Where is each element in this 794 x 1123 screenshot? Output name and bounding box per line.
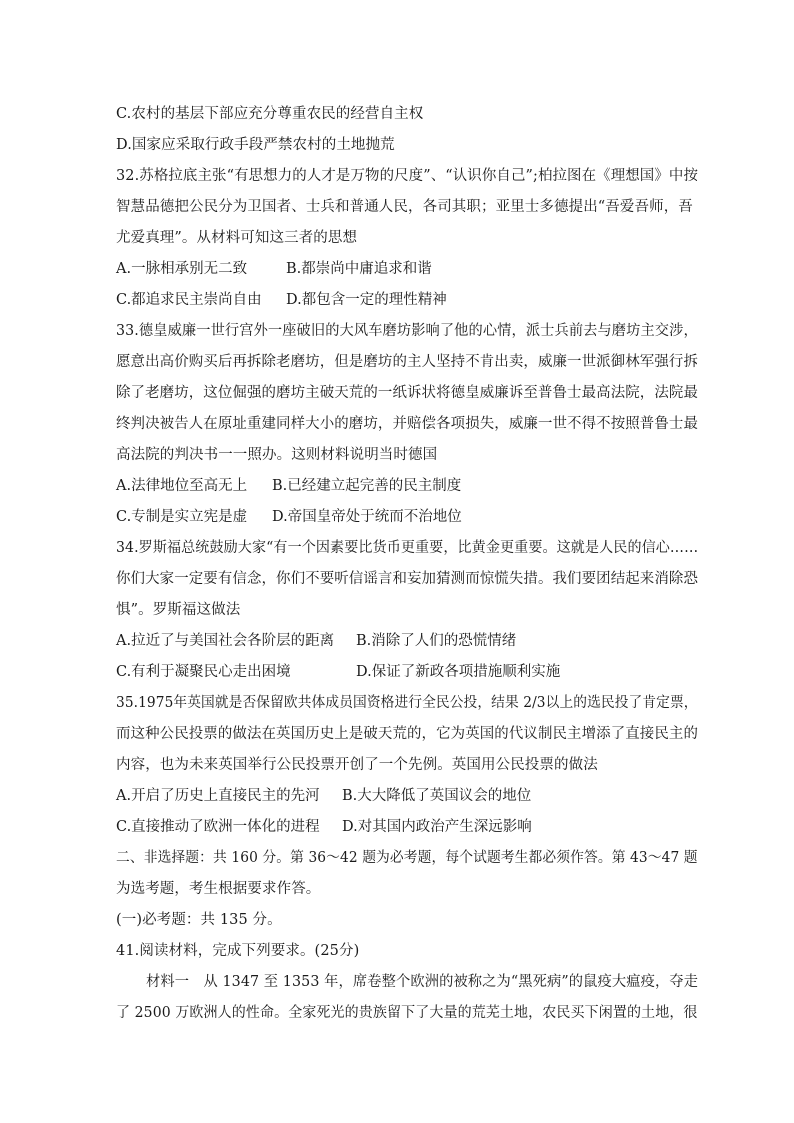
q41-material1-line-1: 材料一 从 1347 至 1353 年，席卷整个欧洲的被称之为“黑死病”的鼠疫大瘟疫，夺走 — [146, 974, 699, 990]
q31-option-c: C.农村的基层下部应充分尊重农民的经营自主权 — [116, 106, 424, 122]
q33-option-b: B.已经建立起完善的民主制度 — [272, 478, 462, 494]
q35-stem-line-1: 35.1975年英国就是否保留欧共体成员国资格进行全民公投，结果 2/3以上的选民投了肯定票， — [116, 695, 698, 711]
section2-heading-line-1: 二、非选择题：共 160 分。第 36～42 题为必考题，每个试题考生都必须作答。第 43～47 题 — [116, 850, 698, 866]
q34-option-b: B.消除了人们的恐慌情绪 — [356, 633, 517, 649]
q32-option-b: B.都崇尚中庸追求和谐 — [286, 261, 432, 277]
q35-option-d: D.对其国内政治产生深远影响 — [342, 819, 532, 835]
q35-stem-line-2: 而这种公民投票的做法在英国历史上是破天荒的，它为英国的代议制民主增添了直接民主的 — [116, 726, 699, 742]
q33-stem-line-3: 除了老磨坊，这位倔强的磨坊主破天荒的一纸诉状将德皇威廉诉至普鲁士最高法院，法院最 — [116, 385, 699, 401]
q32-option-c: C.都追求民主崇尚自由 — [116, 292, 262, 308]
q33-stem-line-5: 高法院的判决书一一照办。这则材料说明当时德国 — [116, 447, 438, 463]
q32-option-d: D.都包含一定的理性精神 — [286, 292, 447, 308]
q35-option-a: A.开启了历史上直接民主的先河 — [116, 788, 320, 804]
q35-option-b: B.大大降低了英国议会的地位 — [342, 788, 532, 804]
q34-stem-line-2: 你们大家一定要有信念，你们不要听信谣言和妄加猜测而惊慌失措。我们要团结起来消除恐 — [116, 571, 699, 587]
q35-stem-line-3: 内容，也为未来英国举行公民投票开创了一个先例。英国用公民投票的做法 — [116, 757, 598, 773]
section2-required-label: (一)必考题：共 135 分。 — [116, 912, 282, 928]
q33-stem-line-2: 愿意出高价购买后再拆除老磨坊，但是磨坊的主人坚持不肯出卖，威廉一世派御林军强行拆 — [116, 354, 699, 370]
q34-option-d: D.保证了新政各项措施顺利实施 — [356, 664, 561, 680]
q33-option-a: A.法律地位至高无上 — [116, 478, 248, 494]
q41-title: 41.阅读材料，完成下列要求。(25分) — [116, 943, 360, 959]
q34-stem-line-1: 34.罗斯福总统鼓励大家“有一个因素要比货币更重要，比黄金更重要。这就是人民的信心…… — [116, 540, 699, 556]
q34-option-c: C.有利于凝聚民心走出困境 — [116, 664, 291, 680]
q34-stem-line-3: 惧”。罗斯福这做法 — [116, 602, 241, 618]
q33-stem-line-1: 33.德皇威廉一世行宫外一座破旧的大风车磨坊影响了他的心情，派士兵前去与磨坊主交涉， — [116, 323, 698, 339]
q32-stem-line-1: 32.苏格拉底主张“有思想力的人才是万物的尺度”、“认识你自己”;柏拉图在《理想国》中按 — [116, 168, 699, 184]
q32-option-a: A.一脉相承别无二致 — [116, 261, 248, 277]
q31-option-d: D.国家应采取行政手段严禁农村的土地抛荒 — [116, 137, 395, 153]
q34-option-a: A.拉近了与美国社会各阶层的距离 — [116, 633, 335, 649]
q33-stem-line-4: 终判决被告人在原址重建同样大小的磨坊，并赔偿各项损失，威廉一世不得不按照普鲁士最 — [116, 416, 699, 432]
q41-material1-line-2: 了 2500 万欧洲人的性命。全家死光的贵族留下了大量的荒芜土地，农民买下闲置的土地，很 — [116, 1005, 698, 1021]
q33-option-c: C.专制是实立宪是虚 — [116, 509, 248, 525]
section2-heading-line-2: 为选考题，考生根据要求作答。 — [116, 881, 321, 897]
q32-stem-line-2: 智慧品德把公民分为卫国者、士兵和普通人民，各司其职；亚里士多德提出“吾爱吾师，吾 — [116, 199, 693, 215]
q32-stem-line-3: 尤爱真理”。从材料可知这三者的思想 — [116, 230, 358, 246]
q33-option-d: D.帝国皇帝处于统而不治地位 — [272, 509, 462, 525]
q35-option-c: C.直接推动了欧洲一体化的进程 — [116, 819, 320, 835]
